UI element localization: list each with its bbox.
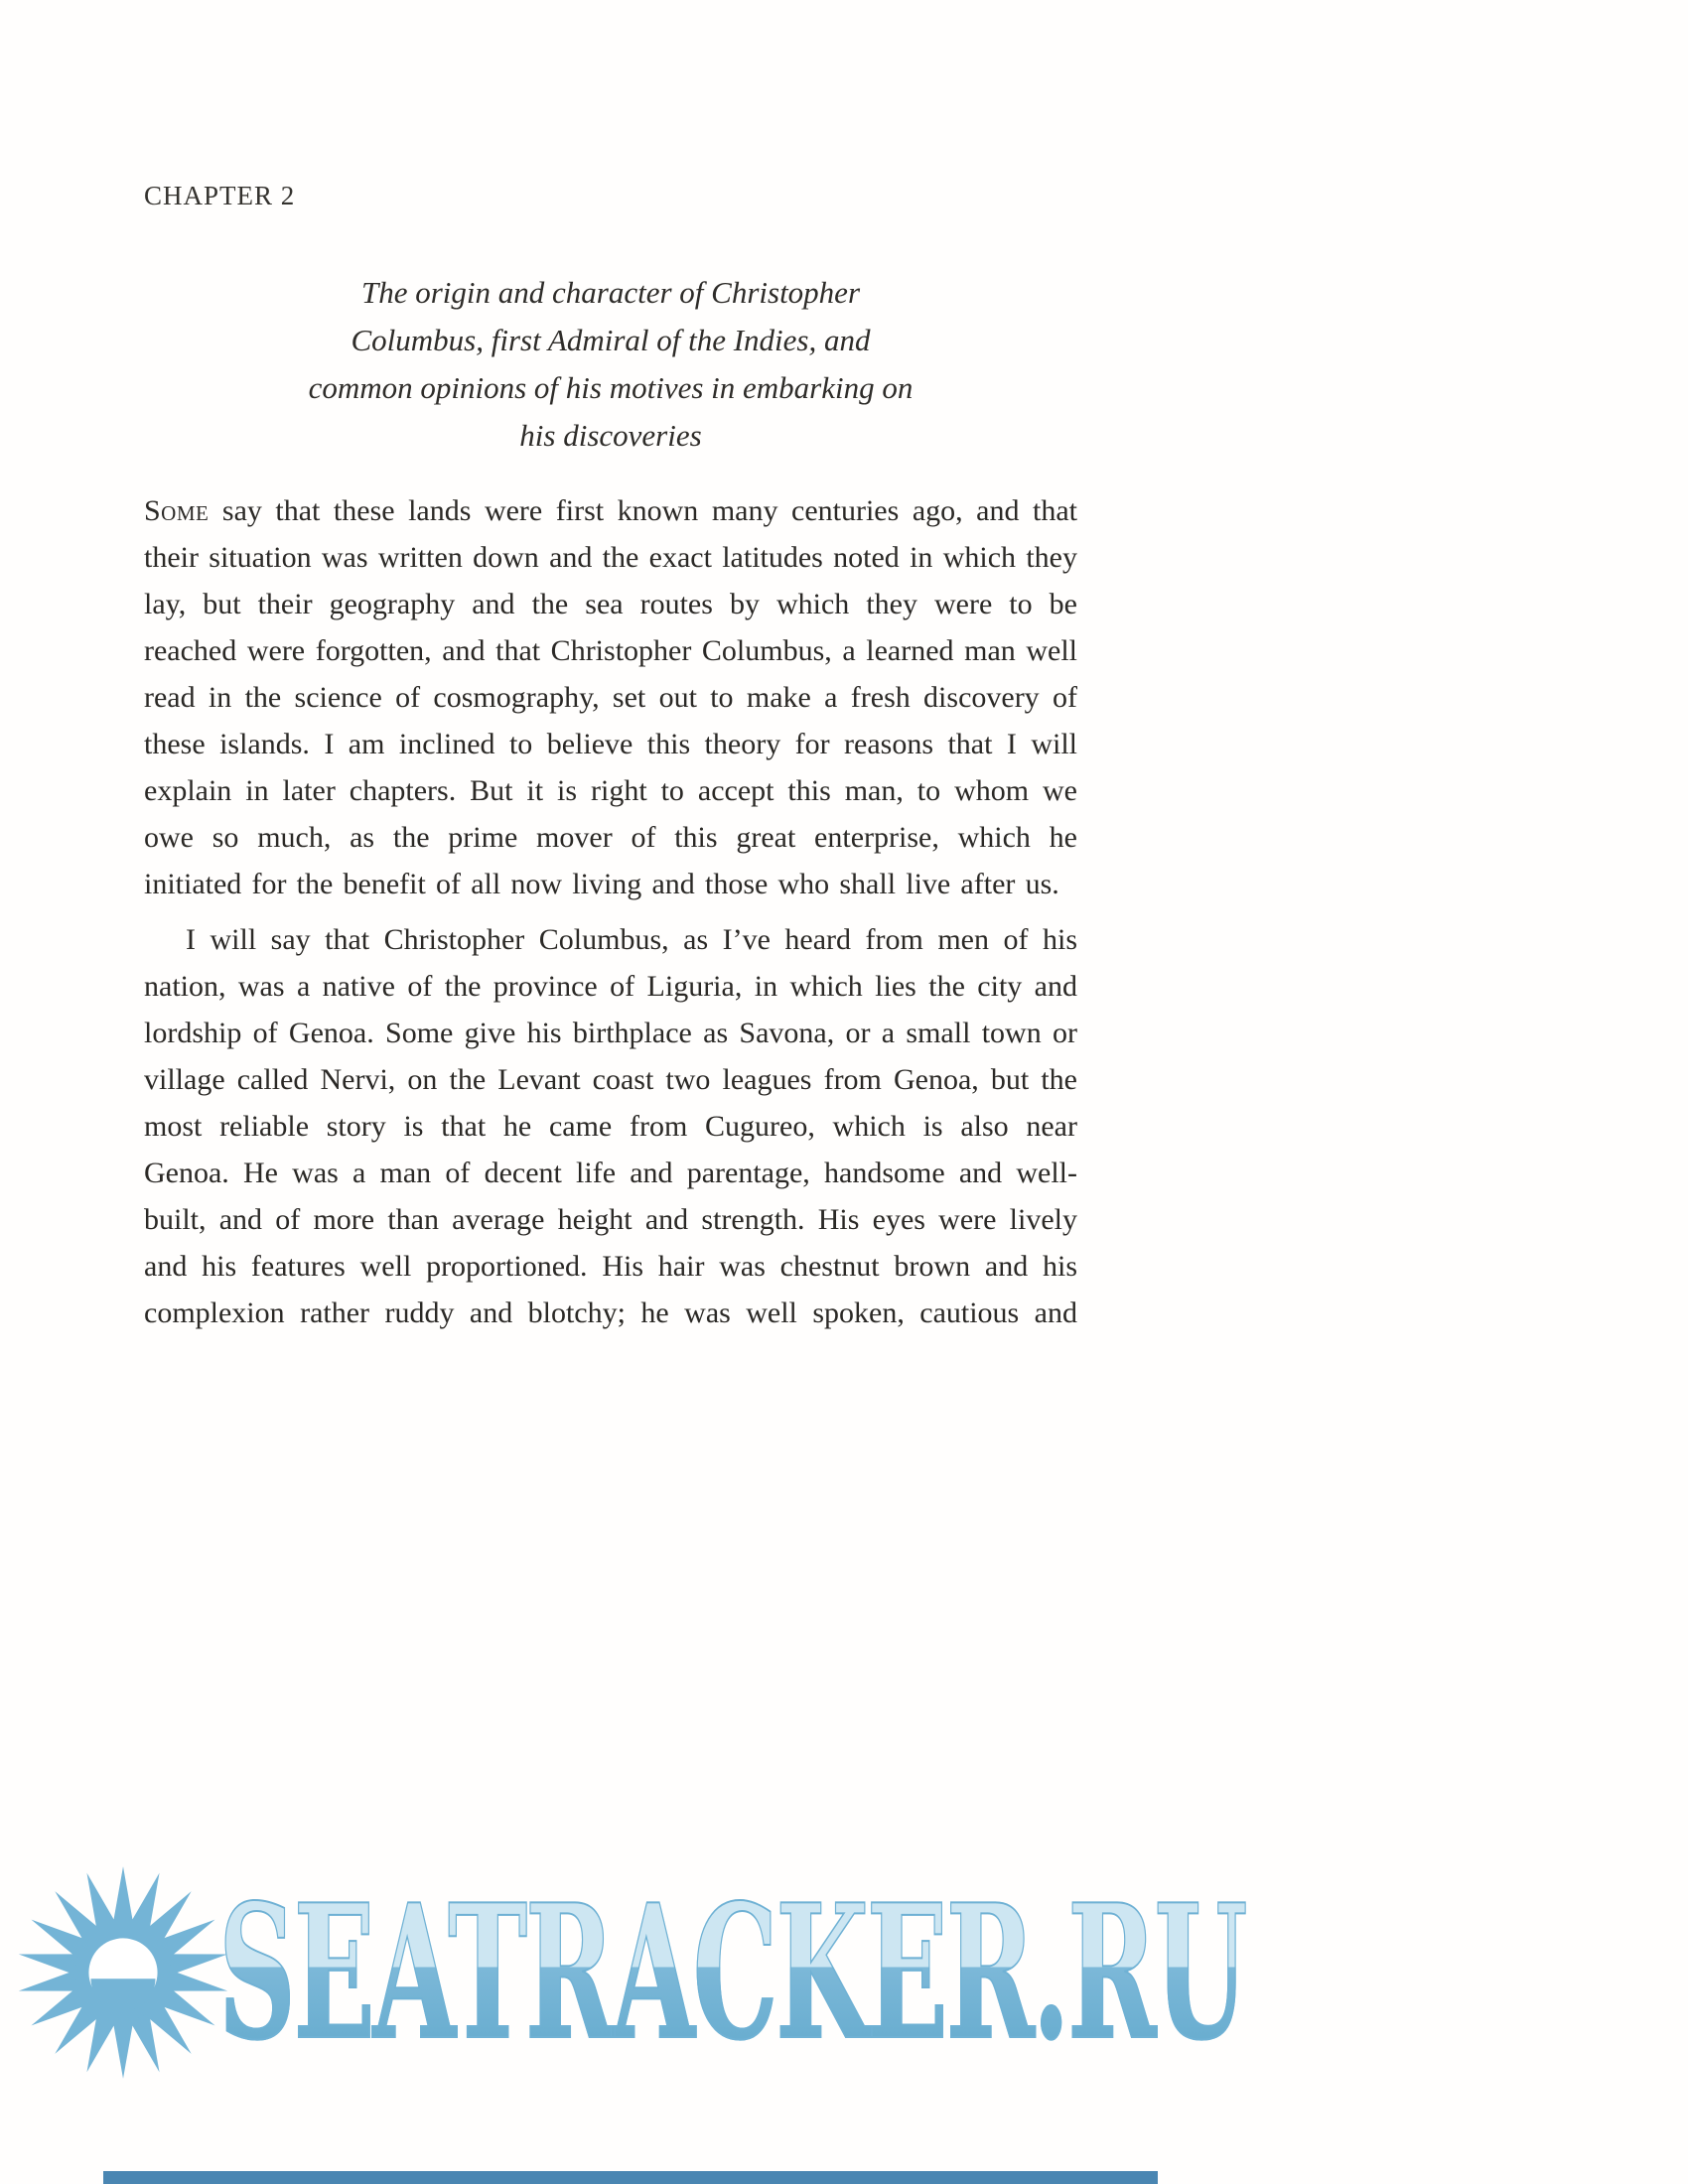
body-copy <box>144 487 1077 1336</box>
watermark-text: SEATRACKER.RU <box>218 1863 1246 2081</box>
chapter-heading <box>144 269 1077 460</box>
heading-line: The origin and character of Christopher <box>360 275 861 310</box>
lead-word: Some <box>144 494 210 527</box>
heading-line: Columbus, first Admiral of the Indies, and <box>351 323 871 357</box>
watermark <box>14 1858 1688 2087</box>
text-block <box>144 181 1077 1336</box>
chapter-label: CHAPTER 2 <box>144 181 296 210</box>
bottom-bar <box>103 2171 1158 2184</box>
paragraph-text: I will say that Christopher Columbus, as I’ve heard from men of his nation, was a native of the province of Liguria, in which lies the city and lordship of Genoa. Some give his birthplace as Savona, or a small town or village called Nervi, on the Levant coast two leagues from Genoa, but the most reliable story is that he came from Cugureo, which is also near Genoa. He was a man of decent life and parentage, handsome and well-built, and of more than average height and strength. His eyes were lively and his features well proportioned. His hair was chestnut brown and his complexion rather ruddy and blotchy; he was well spoken, cautious and <box>144 923 1077 1329</box>
paragraph <box>144 916 1077 1336</box>
heading-line: his discoveries <box>519 418 702 453</box>
sun-icon <box>14 1858 232 2087</box>
paragraph <box>144 487 1077 907</box>
paragraph-text: say that these lands were first known many centuries ago, and that their situation was written down and the exact latitudes noted in which they lay, but their geography and the sea routes by which they were to be reached were forgotten, and that Christopher Columbus, a learned man well read in the science of cosmography, set out to make a fresh discovery of these islands. I am inclined to believe this theory for reasons that I will explain in later chapters. But it is right to accept this man, to whom we owe so much, as the prime mover of this great enterprise, which he initiated for the benefit of all now living and those who shall live after us. <box>144 494 1077 900</box>
heading-line: common opinions of his motives in embarking on <box>308 370 914 405</box>
